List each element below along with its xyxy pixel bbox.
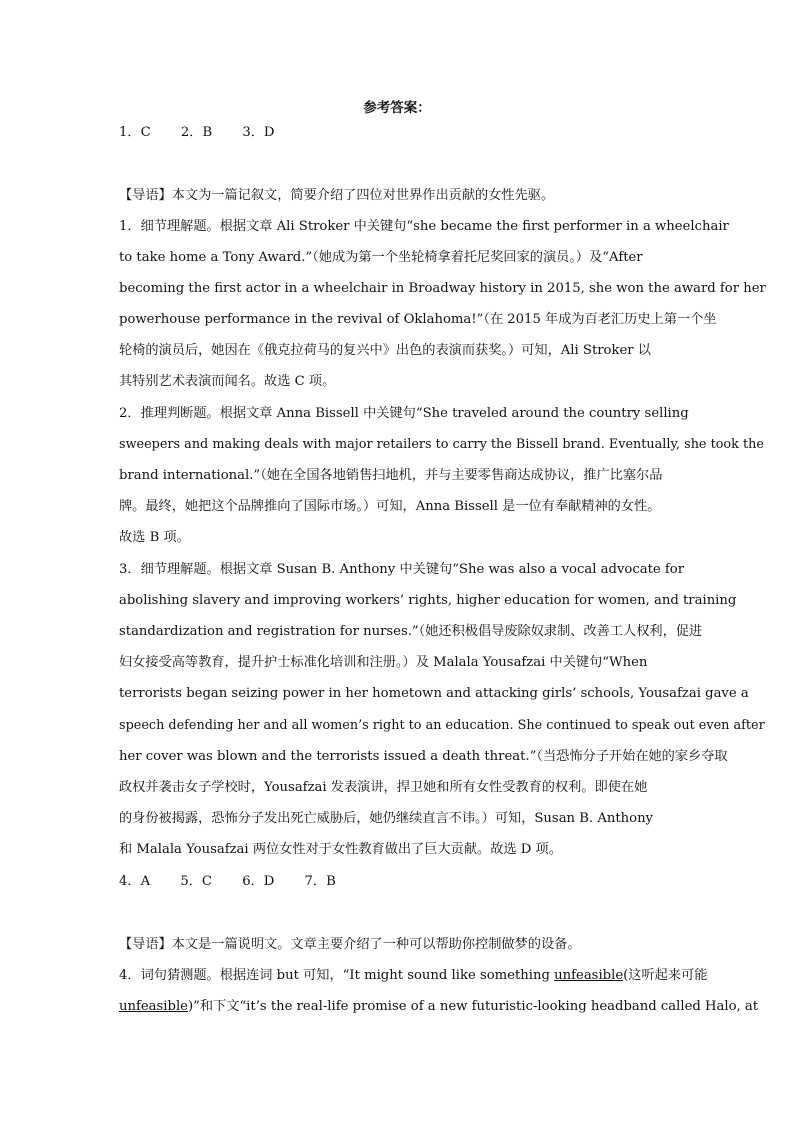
text-segment: (这听起来可能 [623, 968, 708, 983]
text-line: sweepers and making deals with major retailers to carry the Bissell brand. Eventually, she took the [119, 437, 764, 452]
text-segment: 4．词句猜测题。根据连词 but 可知，“It might sound like something [119, 968, 555, 983]
answer-4: 4．A [119, 874, 151, 889]
underlined-word: unfeasible [554, 968, 624, 983]
answer-6: 6．D [242, 874, 275, 889]
answer-1: 1．C [119, 125, 151, 140]
text-line: to take home a Tony Award.”（她成为第一个坐轮椅拿着托尼奖回家的演员。）及“After [119, 250, 643, 265]
text-line: standardization and registration for nurses.”（她还积极倡导废除奴隶制、改善工人权利，促进 [119, 624, 703, 639]
page-title: 参考答案： [363, 100, 431, 116]
answer-5: 5．C [180, 874, 212, 889]
passage1-intro: 【导语】本文为一篇记叙文，简要介绍了四位对世界作出贡献的女性先驱。 [119, 188, 555, 203]
text-line: 的身份被揭露，恐怖分子发出死亡威胁后，她仍继续直言不讳。）可知，Susan B. Anthony [119, 811, 654, 826]
text-line: 妇女接受高等教育，提升护士标准化培训和注册。）及 Malala Yousafzai 中关键句“When [119, 655, 648, 670]
text-line: her cover was blown and the terrorists issued a death threat.”（当恐怖分子开始在她的家乡夺取 [119, 749, 728, 764]
text-line: brand international.”（她在全国各地销售扫地机，并与主要零售商达成协议，推广比塞尔品 [119, 468, 663, 483]
text-line: 牌。最终，她把这个品牌推向了国际市场。）可知，Anna Bissell 是一位有奉献精神的女性。 [119, 499, 661, 514]
text-line: 1．细节理解题。根据文章 Ali Stroker 中关键句“she became the first performer in a wheelchair [119, 219, 729, 234]
text-line: 和 Malala Yousafzai 两位女性对于女性教育做出了巨大贡献。故选 D 项。 [119, 842, 562, 857]
answer-2: 2．B [180, 125, 213, 140]
text-line: 故选 B 项。 [119, 530, 190, 545]
passage2-intro: 【导语】本文是一篇说明文。文章主要介绍了一种可以帮助你控制做梦的设备。 [119, 937, 581, 952]
text-line: 轮椅的演员后，她因在《俄克拉荷马的复兴中》出色的表演而获奖。）可知，Ali Stroker 以 [119, 343, 651, 358]
text-line: 其特别艺术表演而闻名。故选 C 项。 [119, 374, 336, 389]
text-line [119, 997, 759, 1017]
text-line [119, 966, 708, 986]
text-line: terrorists began seizing power in her hometown and attacking girls’ schools, Yousafzai gave a [119, 686, 749, 701]
text-line: 政权并袭击女子学校时，Yousafzai 发表演讲，捍卫她和所有女性受教育的权利。即使在她 [119, 780, 648, 795]
text-line: 2．推理判断题。根据文章 Anna Bissell 中关键句“She traveled around the country selling [119, 406, 689, 421]
answer-row-1 [119, 123, 689, 143]
text-segment: )”和下文“it’s the real-life promise of a new futuristic-looking headband called Halo, at [187, 999, 759, 1014]
text-line: powerhouse performance in the revival of Oklahoma!”（在 2015 年成为百老汇历史上第一个坐 [119, 312, 717, 327]
answer-row-2 [119, 872, 689, 892]
text-line: abolishing slavery and improving workers’ rights, higher education for women, and training [119, 593, 737, 608]
text-line: becoming the first actor in a wheelchair in Broadway history in 2015, she won the award for her [119, 281, 766, 296]
answer-3: 3．D [242, 125, 275, 140]
underlined-word: unfeasible [119, 999, 188, 1014]
text-line: 3．细节理解题。根据文章 Susan B. Anthony 中关键句“She was also a vocal advocate for [119, 562, 685, 577]
text-line: speech defending her and all women’s right to an education. She continued to speak out even after [119, 718, 765, 733]
answer-7: 7．B [304, 874, 336, 889]
